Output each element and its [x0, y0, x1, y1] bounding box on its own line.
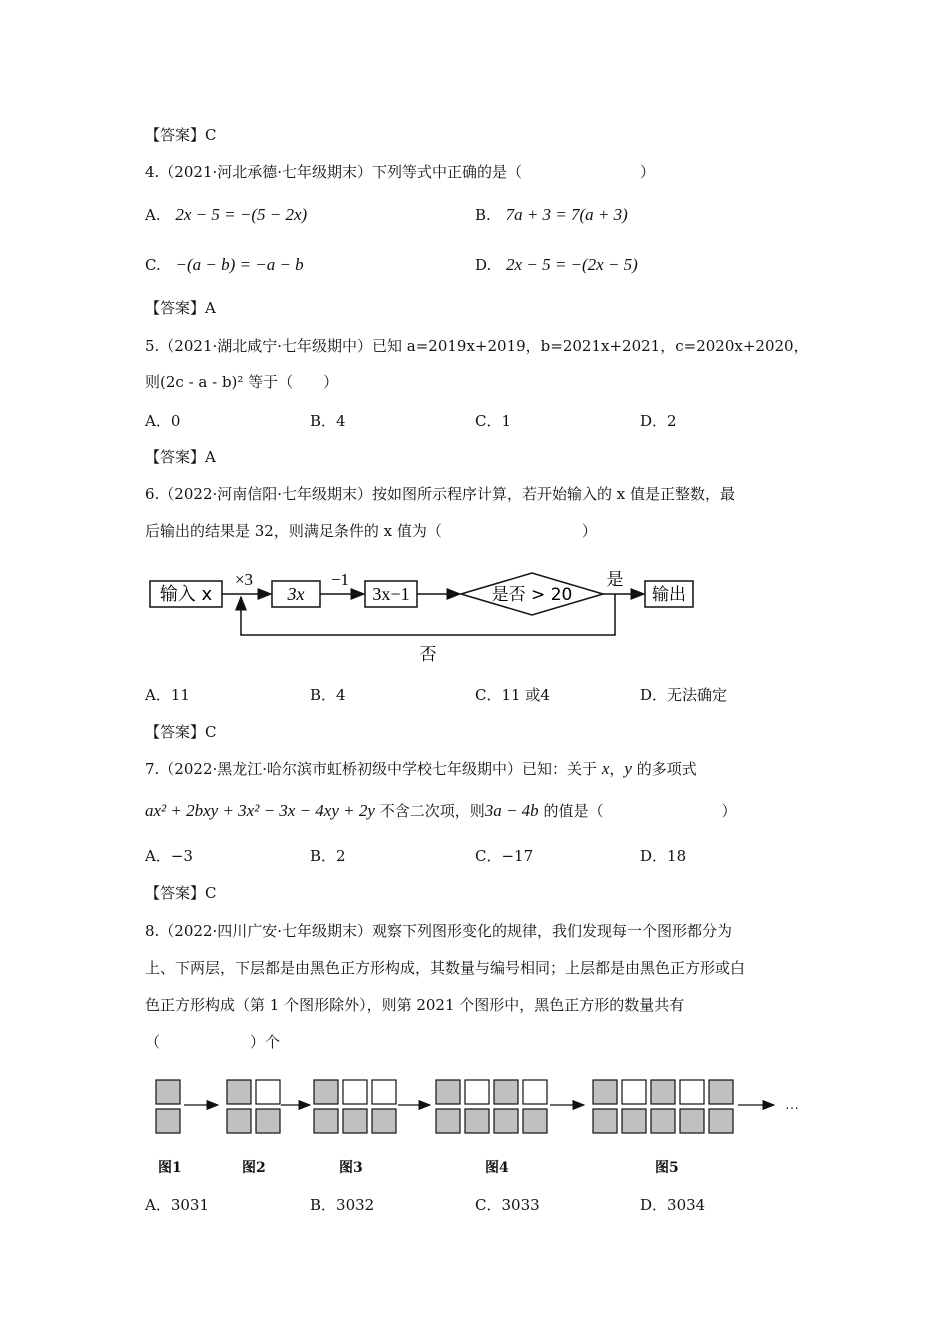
white-square: [372, 1080, 396, 1104]
black-square: [494, 1109, 518, 1133]
question-7-line-2-mid: 不含二次项，则: [374, 802, 485, 820]
black-square: [709, 1109, 733, 1133]
question-7-line-1-text: 7.（2022·黑龙江·哈尔滨市虹桥初级中学校七年级期中）已知：关于: [145, 760, 598, 778]
question-8-option-d: D．3034: [640, 1196, 706, 1214]
multiply-operation: ×3: [234, 570, 254, 589]
black-square: [622, 1109, 646, 1133]
black-square: [343, 1109, 367, 1133]
question-6-option-d: D．无法确定: [640, 686, 728, 704]
decision-label: 是否 > 20: [491, 585, 573, 605]
input-label: 输入 x: [159, 584, 213, 605]
question-8-line-3: 色正方形构成（第 1 个图形除外），则第 2021 个图形中，黑色正方形的数量共有: [145, 996, 685, 1014]
question-6-line-2-text: 后输出的结果是 32，则满足条件的 x 值为（: [145, 522, 442, 540]
option-expression: 7a + 3 = 7(a + 3): [505, 205, 628, 224]
question-7-option-d: D．18: [640, 847, 687, 865]
question-8-line-4: （ ）个: [145, 1033, 281, 1051]
white-square: [622, 1080, 646, 1104]
variable-separator: ，: [609, 760, 625, 778]
option-expression: 2x − 5 = −(5 − 2x): [175, 205, 308, 224]
black-square: [593, 1109, 617, 1133]
white-square: [523, 1080, 547, 1104]
figure-label-2: 图2: [242, 1160, 266, 1176]
black-square: [709, 1080, 733, 1104]
option-expression: 2x − 5 = −(2x − 5): [506, 255, 638, 274]
black-square: [593, 1080, 617, 1104]
question-5-option-a: A．0: [145, 412, 181, 430]
question-5-option-c: C．1: [475, 412, 512, 430]
answer-q5: 【答案】A: [145, 448, 216, 466]
option-expression: −(a − b) = −a − b: [175, 255, 304, 274]
no-label: 否: [419, 645, 437, 665]
black-square: [680, 1109, 704, 1133]
output-label: 输出: [652, 585, 686, 605]
question-6-option-a: A．11: [145, 686, 190, 704]
black-square: [494, 1080, 518, 1104]
answer-q3: 【答案】C: [145, 126, 217, 144]
option-label: D.: [475, 256, 492, 274]
question-7-line-1-suffix: 的多项式: [631, 760, 697, 778]
black-square: [156, 1109, 180, 1133]
variable-x: x: [601, 759, 610, 778]
question-7-option-b: B．2: [310, 847, 346, 865]
square-pattern-figure: [150, 1072, 810, 1142]
black-square: [314, 1080, 338, 1104]
question-7-line-2-close: ）: [721, 802, 737, 820]
question-8-option-b: B．3032: [310, 1196, 375, 1214]
figure-label-5: 图5: [655, 1160, 679, 1176]
question-7-line-1: [145, 759, 697, 779]
option-label: B.: [475, 206, 491, 224]
question-5-line-2: 则(2c - a - b)² 等于（ ）: [145, 373, 339, 391]
yes-label: 是: [606, 570, 624, 590]
pattern-squares: [156, 1080, 733, 1133]
black-square: [523, 1109, 547, 1133]
white-square: [465, 1080, 489, 1104]
black-square: [156, 1080, 180, 1104]
question-5-line-1: 5.（2021·湖北咸宁·七年级期中）已知 a=2019x+2019，b=2021x+2021，c=2020x+2020，: [145, 337, 809, 355]
answer-q4: 【答案】A: [145, 299, 216, 317]
black-square: [651, 1109, 675, 1133]
variable-y: y: [624, 759, 632, 778]
answer-q6: 【答案】C: [145, 723, 217, 741]
question-5-option-b: B．4: [310, 412, 346, 430]
black-square: [465, 1109, 489, 1133]
question-6-line-1: 6.（2022·河南信阳·七年级期末）按如图所示程序计算，若开始输入的 x 值是正整数，最: [145, 485, 736, 503]
white-square: [343, 1080, 367, 1104]
question-8-line-2: 上、下两层，下层都是由黑色正方形构成，其数量与编号相同；上层都是由黑色正方形或白: [145, 959, 746, 977]
question-7-option-a: A．−3: [145, 847, 193, 865]
question-4-stem-text: 4.（2021·河北承德·七年级期末）下列等式中正确的是（: [145, 163, 523, 181]
question-8-option-a: A．3031: [145, 1196, 210, 1214]
ellipsis: …: [785, 1098, 799, 1113]
black-square: [227, 1080, 251, 1104]
box-3x-minus-1-label: 3x−1: [372, 584, 410, 604]
option-label: C.: [145, 256, 161, 274]
question-7-line-2: [145, 801, 736, 821]
question-4-option-c: [145, 255, 304, 275]
black-square: [436, 1080, 460, 1104]
option-label: A.: [145, 206, 161, 224]
question-5-option-d: D．2: [640, 412, 677, 430]
target-expression: 3a − 4b: [484, 801, 539, 820]
figure-label-3: 图3: [339, 1160, 363, 1176]
subtract-operation: −1: [330, 570, 350, 589]
question-8-line-1: 8.（2022·四川广安·七年级期末）观察下列图形变化的规律，我们发现每一个图形都分为: [145, 922, 733, 940]
question-7-line-2-text: 的值是（: [538, 802, 604, 820]
black-square: [372, 1109, 396, 1133]
answer-q7: 【答案】C: [145, 884, 217, 902]
question-6-option-b: B．4: [310, 686, 346, 704]
question-7-option-c: C．−17: [475, 847, 534, 865]
question-4-stem: [145, 162, 655, 182]
figure-label-1: 图1: [158, 1160, 182, 1176]
question-4-option-d: [475, 255, 638, 275]
question-8-option-c: C．3033: [475, 1196, 540, 1214]
figure-label-4: 图4: [485, 1160, 509, 1176]
question-6-line-2: [145, 521, 597, 541]
question-4-option-a: [145, 205, 307, 225]
black-square: [227, 1109, 251, 1133]
question-6-line-2-close: ）: [581, 522, 597, 540]
question-4-stem-close: ）: [640, 163, 656, 181]
black-square: [256, 1109, 280, 1133]
program-flowchart: [140, 565, 710, 670]
white-square: [680, 1080, 704, 1104]
question-6-option-c: C．11 或4: [475, 686, 550, 704]
question-4-option-b: [475, 205, 628, 225]
box-3x-label: 3x: [287, 584, 305, 604]
black-square: [651, 1080, 675, 1104]
polynomial-expression: ax² + 2bxy + 3x² − 3x − 4xy + 2y: [145, 801, 375, 820]
black-square: [436, 1109, 460, 1133]
white-square: [256, 1080, 280, 1104]
black-square: [314, 1109, 338, 1133]
